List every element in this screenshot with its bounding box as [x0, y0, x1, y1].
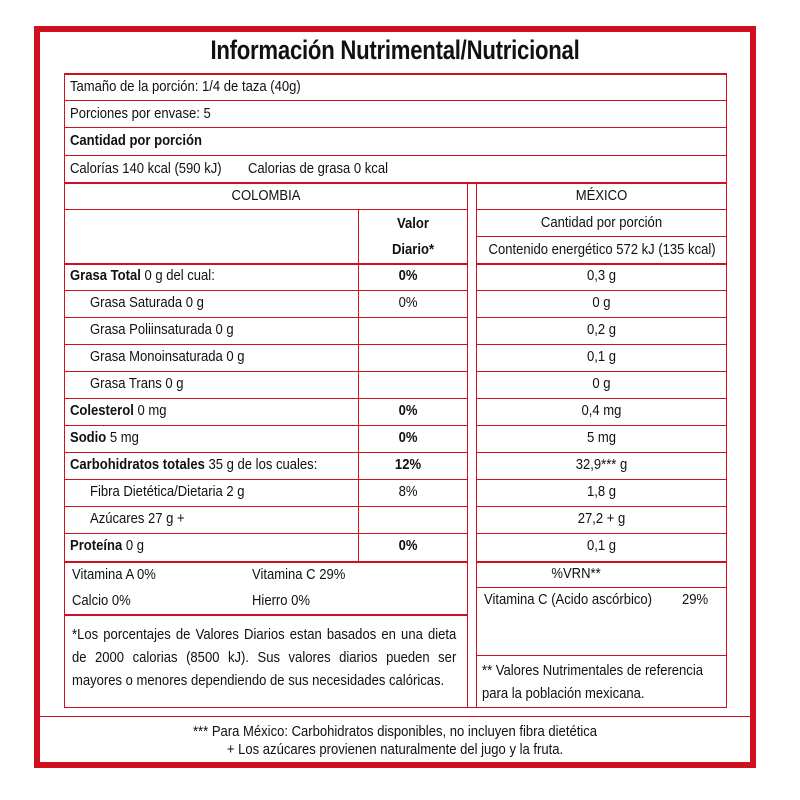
row-label-total-fat: Grasa Total 0 g del cual: — [70, 268, 215, 284]
divider — [64, 398, 468, 399]
divider — [476, 425, 727, 426]
divider — [476, 506, 727, 507]
mexico-value-polyunsaturated-fat: 0,2 g — [586, 322, 617, 338]
divider — [64, 371, 468, 372]
vitamin-c: Vitamina C 29% — [252, 567, 346, 583]
divider — [64, 506, 468, 507]
row-label-saturated-fat: Grasa Saturada 0 g — [90, 295, 204, 311]
divider — [64, 127, 726, 128]
divider — [476, 317, 727, 318]
divider — [476, 371, 727, 372]
mexico-header: MÉXICO — [575, 188, 628, 204]
row-dv-saturated-fat: 0% — [398, 295, 418, 311]
divider — [476, 479, 727, 480]
divider — [476, 209, 727, 210]
divider — [476, 263, 727, 265]
divider — [64, 561, 468, 563]
divider — [64, 182, 726, 184]
row-dv-fiber: 8% — [398, 484, 418, 500]
calories-from-fat: Calorias de grasa 0 kcal — [248, 161, 389, 177]
serving-size: Tamaño de la porción: 1/4 de taza (40g) — [70, 79, 301, 95]
divider — [476, 236, 727, 237]
divider — [64, 263, 468, 265]
bottom-note-carbohydrates: *** Para México: Carbohidratos disponibles, no incluyen fibra dietética — [192, 724, 598, 740]
divider — [476, 533, 727, 534]
mexico-amount-per-serving: Cantidad por porción — [540, 215, 663, 231]
divider — [476, 655, 727, 656]
row-dv-protein: 0% — [398, 538, 418, 554]
mexico-energy: Contenido energético 572 kJ (135 kcal) — [488, 242, 716, 258]
amount-per-serving: Cantidad por porción — [70, 133, 202, 149]
row-label-fiber: Fibra Dietética/Dietaria 2 g — [90, 484, 245, 500]
divider — [64, 100, 726, 101]
vrn-footnote-line1: ** Valores Nutrimentales de referencia — [482, 663, 703, 679]
calories: Calorías 140 kcal (590 kJ) — [70, 161, 222, 177]
row-label-cholesterol: Colesterol 0 mg — [70, 403, 167, 419]
dv-header-line1: Valor — [397, 216, 429, 232]
divider — [476, 290, 727, 291]
divider — [64, 479, 468, 480]
row-label-monounsaturated-fat: Grasa Monoinsaturada 0 g — [90, 349, 245, 365]
colombia-header: COLOMBIA — [231, 188, 301, 204]
dv-header-line2: Diario* — [391, 242, 435, 258]
vitamin-a: Vitamina A 0% — [72, 567, 156, 583]
mexico-value-sodium: 5 mg — [586, 430, 617, 446]
daily-value-footnote: *Los porcentajes de Valores Diarios estan basados en una dieta de 2000 calorias (8500 kJ). Sus valores diarios pueden ser mayores o menores dependiendo de sus necesidades calóricas. — [72, 627, 457, 689]
row-label-carbohydrates: Carbohidratos totales 35 g de los cuales: — [70, 457, 318, 473]
divider — [64, 452, 468, 453]
row-label-sugars: Azúcares 27 g + — [90, 511, 185, 527]
mexico-value-cholesterol: 0,4 mg — [581, 403, 622, 419]
divider — [64, 614, 468, 616]
outer-bottom-line — [64, 707, 727, 708]
row-dv-carbohydrates: 12% — [394, 457, 422, 473]
vrn-footnote-line2: para la población mexicana. — [482, 686, 645, 702]
row-label-polyunsaturated-fat: Grasa Poliinsaturada 0 g — [90, 322, 234, 338]
divider — [476, 452, 727, 453]
dv-column-line — [358, 209, 359, 561]
servings-per-container: Porciones por envase: 5 — [70, 106, 211, 122]
row-dv-cholesterol: 0% — [398, 403, 418, 419]
row-dv-sodium: 0% — [398, 430, 418, 446]
outer-right-line — [726, 73, 727, 707]
divider — [476, 561, 727, 563]
mexico-value-monounsaturated-fat: 0,1 g — [586, 349, 617, 365]
bottom-note-sugars: + Los azúcares provienen naturalmente del jugo y la fruta. — [226, 742, 564, 758]
mexico-value-sugars: 27,2 + g — [577, 511, 626, 527]
divider — [64, 425, 468, 426]
divider — [64, 73, 726, 75]
mexico-value-carbohydrates: 32,9*** g — [575, 457, 628, 473]
vrn-header: %VRN** — [551, 566, 601, 582]
row-label-protein: Proteína 0 g — [70, 538, 144, 554]
divider — [64, 209, 468, 210]
iron: Hierro 0% — [252, 593, 311, 609]
mexico-value-fiber: 1,8 g — [586, 484, 617, 500]
mexico-value-trans-fat: 0 g — [592, 376, 611, 392]
mexico-value-total-fat: 0,3 g — [586, 268, 617, 284]
label-title: Información Nutrimental/Nutricional — [210, 35, 580, 65]
divider — [64, 533, 468, 534]
mexico-left-line — [476, 182, 477, 708]
divider — [476, 587, 727, 588]
divider — [64, 317, 468, 318]
row-dv-total-fat: 0% — [398, 268, 418, 284]
calcium: Calcio 0% — [72, 593, 131, 609]
mexico-vitamin-c-value: 29% — [682, 592, 709, 608]
colombia-right-line — [467, 182, 468, 708]
row-label-trans-fat: Grasa Trans 0 g — [90, 376, 184, 392]
divider — [40, 716, 750, 717]
mexico-value-saturated-fat: 0 g — [592, 295, 611, 311]
divider — [64, 344, 468, 345]
outer-left-line — [64, 73, 65, 707]
mexico-vitamin-c-label: Vitamina C (Acido ascórbico) — [484, 592, 653, 608]
row-label-sodium: Sodio 5 mg — [70, 430, 139, 446]
mexico-value-protein: 0,1 g — [586, 538, 617, 554]
divider — [476, 398, 727, 399]
divider — [64, 155, 726, 156]
divider — [64, 290, 468, 291]
divider — [476, 344, 727, 345]
